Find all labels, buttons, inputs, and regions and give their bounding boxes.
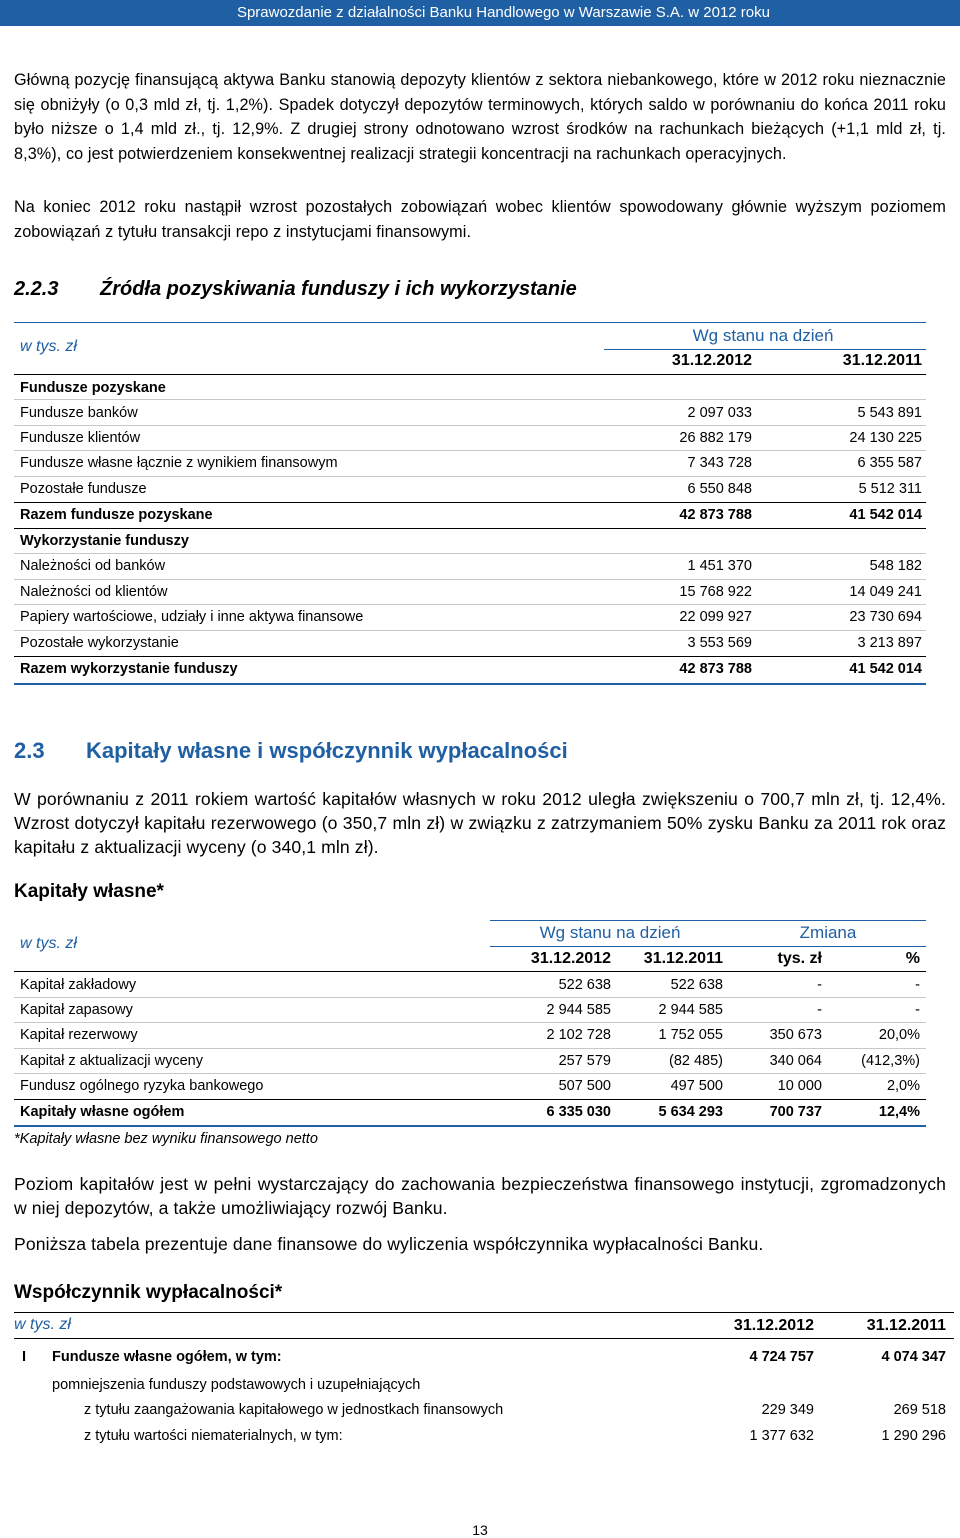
table-bottom-rule (14, 1125, 926, 1127)
table-row-label: Fundusz ogólnego ryzyka bankowego (20, 1078, 264, 1094)
row-rule (14, 997, 926, 998)
table-cell: 5 543 891 (857, 405, 922, 421)
table-cell: 14 049 241 (849, 584, 922, 600)
table-cell: - (817, 977, 822, 993)
table-row-label: Fundusze klientów (20, 430, 141, 446)
table-cell: 1 752 055 (658, 1027, 723, 1043)
row-rule (14, 656, 926, 657)
table-cell: 507 500 (558, 1078, 611, 1094)
table-unit: w tys. zł (20, 338, 77, 355)
table-cell: 1 451 370 (687, 558, 752, 574)
table-cell: 12,4% (878, 1104, 920, 1120)
table-row-label: Pozostałe fundusze (20, 481, 147, 497)
header-bottom-rule (14, 1338, 954, 1339)
table-row-label: z tytułu wartości niematerialnych, w tym: (84, 1428, 343, 1444)
table-footnote: *Kapitały własne bez wyniku finansowego netto (14, 1131, 318, 1147)
total-row-label: Kapitały własne ogółem (20, 1104, 185, 1120)
table-cell: 20,0% (878, 1027, 920, 1043)
table-cell: 41 542 014 (849, 507, 922, 523)
table-cell: 548 182 (869, 558, 922, 574)
table-cell: 269 518 (893, 1402, 946, 1418)
table-row-label: Kapitał zakładowy (20, 977, 137, 993)
table-subheader: pomniejszenia funduszy podstawowych i uzupełniających (52, 1377, 421, 1393)
table-cell: 3 553 569 (687, 635, 752, 651)
table-cell: 5 634 293 (658, 1104, 723, 1120)
table-row-label: Fundusze własne ogółem, w tym: (52, 1349, 282, 1365)
row-number: I (22, 1349, 27, 1365)
row-rule (14, 425, 926, 426)
table-row-label: Kapitał z aktualizacji wyceny (20, 1053, 203, 1069)
table-cell: 229 349 (761, 1402, 814, 1418)
table-cell: 4 074 347 (881, 1349, 946, 1365)
table-cell: 2 944 585 (546, 1002, 611, 1018)
table-cell: 6 355 587 (857, 455, 922, 471)
row-rule (14, 476, 926, 477)
page-number: 13 (472, 1522, 488, 1538)
header-bottom-rule (14, 971, 926, 972)
col-header-change-percent: % (905, 950, 920, 967)
table-cell: - (817, 1002, 822, 1018)
table-bottom-rule (14, 683, 926, 685)
col-header-2012: 31.12.2012 (530, 950, 611, 967)
group-header-rule (490, 946, 926, 947)
col-header-change-amount: tys. zł (777, 950, 822, 967)
table-cell: (412,3%) (861, 1053, 920, 1069)
table-cell: 23 730 694 (849, 609, 922, 625)
table-cell: 42 873 788 (679, 507, 752, 523)
table-cell: 522 638 (670, 977, 723, 993)
table-cell: (82 485) (668, 1053, 723, 1069)
table-cell: 2 102 728 (546, 1027, 611, 1043)
total-row-label: Razem wykorzystanie funduszy (20, 661, 238, 677)
section-number-23: 2.3 (14, 738, 45, 763)
row-rule (14, 553, 926, 554)
table-cell: 2 944 585 (658, 1002, 723, 1018)
paragraph-deposits: Główną pozycję finansującą aktywa Banku stanowią depozyty klientów z sektora niebankowego, które w 2012 roku nieznacznie się obniżyły (o 0,3 mld zł, tj. 1,2%). Spadek dotyczył depozytów terminowych, których saldo w porównaniu do końca 2011 roku było niższe o 1,4 mld zł., tj. 12,9%. Z drugiej strony odnotowano wzrost środków na rachunkach bieżących (+1,1 mld zł, tj. 8,3%), co jest potwierdzeniem konsekwentnej realizacji strategii koncentracji na rachunkach operacyjnych. (14, 71, 946, 163)
row-rule (14, 1022, 926, 1023)
table-row-label: Papiery wartościowe, udziały i inne aktywa finansowe (20, 609, 364, 625)
table-row-label: Kapitał rezerwowy (20, 1027, 138, 1043)
paragraph-capital-level: Poziom kapitałów jest w pełni wystarczający do zachowania bezpieczeństwa finansowego instytucji, zgromadzonych w niej depozytów, a także umożliwiający rozwój Banku. (14, 1174, 946, 1218)
col-header-2011: 31.12.2011 (842, 352, 922, 369)
table-cell: 15 768 922 (679, 584, 752, 600)
total-row-label: Razem fundusze pozyskane (20, 507, 213, 523)
header-title: Sprawozdanie z działalności Banku Handlowego w Warszawie S.A. w 2012 roku (236, 4, 770, 21)
col-header-2012: 31.12.2012 (671, 352, 752, 369)
table-cell: 1 290 296 (881, 1428, 946, 1444)
table-group-header: Wg stanu na dzień (692, 326, 834, 345)
paragraph-equity: W porównaniu z 2011 rokiem wartość kapitałów własnych w roku 2012 uległa zwiększeniu o 700,7 mln zł, tj. 12,4%. Wzrost dotyczył kapitału rezerwowego (o 350,7 mln zł) w związku z zatrzymaniem 50% zysku Banku za 2011 rok oraz kapitału z aktualizacji wyceny (o 340,1 mln zł). (14, 789, 946, 857)
section-number-223: 2.2.3 (14, 278, 59, 300)
table-cell: 340 064 (769, 1053, 822, 1069)
table-cell: 257 579 (558, 1053, 611, 1069)
table-cell: 3 213 897 (857, 635, 922, 651)
table-cell: 24 130 225 (849, 430, 922, 446)
table-top-rule (14, 1312, 954, 1313)
table-cell: 350 673 (769, 1027, 822, 1043)
table-cell: 6 335 030 (546, 1104, 611, 1120)
row-rule (14, 399, 926, 400)
row-rule (14, 604, 926, 605)
table-row-label: z tytułu zaangażowania kapitałowego w jednostkach finansowych (84, 1402, 504, 1418)
row-rule (14, 528, 926, 529)
table-cell: 1 377 632 (749, 1428, 814, 1444)
table-cell: 10 000 (777, 1078, 822, 1094)
table-cell: 22 099 927 (679, 609, 752, 625)
row-rule (14, 502, 926, 503)
equity-table-title: Kapitały własne* (14, 881, 164, 902)
table-row-label: Fundusze banków (20, 405, 138, 421)
paragraph-liabilities: Na koniec 2012 roku nastąpił wzrost pozostałych zobowiązań wobec klientów spowodowany głównie wyższym poziomem zobowiązań z tytułu transakcji repo z instytucjami finansowymi. (14, 198, 946, 241)
col-header-2011: 31.12.2011 (643, 950, 723, 967)
group-header-rule (604, 349, 926, 350)
row-rule (14, 630, 926, 631)
table-cell: 4 724 757 (749, 1349, 814, 1365)
paragraph-solvency-intro: Poniższa tabela prezentuje dane finansowe do wyliczenia współczynnika wypłacalności Banku. (14, 1234, 764, 1254)
row-rule (14, 579, 926, 580)
table-unit: w tys. zł (20, 935, 77, 952)
table-cell: 6 550 848 (687, 481, 752, 497)
table-top-rule (490, 920, 926, 921)
col-header-2012: 31.12.2012 (733, 1317, 814, 1334)
header-bottom-rule (14, 374, 926, 375)
table-row-label: Pozostałe wykorzystanie (20, 635, 179, 651)
table-cell: - (915, 1002, 920, 1018)
table-cell: 26 882 179 (679, 430, 752, 446)
table-cell: 522 638 (558, 977, 611, 993)
table-cell: 700 737 (769, 1104, 822, 1120)
table-cell: 41 542 014 (849, 661, 922, 677)
table-row-label: Należności od klientów (20, 584, 168, 600)
table-row-label: Należności od banków (20, 558, 166, 574)
section-title-23: Kapitały własne i współczynnik wypłacalności (86, 738, 568, 763)
table-cell: 7 343 728 (687, 455, 752, 471)
table-cell: 2 097 033 (687, 405, 752, 421)
table-unit: w tys. zł (14, 1316, 71, 1333)
row-rule (14, 1048, 926, 1049)
table-cell: 5 512 311 (858, 481, 922, 497)
row-rule (14, 1073, 926, 1074)
col-header-2011: 31.12.2011 (866, 1317, 946, 1334)
section-funding-use: Wykorzystanie funduszy (20, 533, 189, 549)
table-group-header-change: Zmiana (799, 923, 857, 942)
table-row-label: Fundusze własne łącznie z wynikiem finansowym (20, 455, 338, 471)
table-top-rule (14, 322, 926, 323)
row-rule (14, 1099, 926, 1100)
section-funding-raised: Fundusze pozyskane (20, 380, 166, 396)
table-cell: 497 500 (670, 1078, 723, 1094)
section-title-223: Źródła pozyskiwania funduszy i ich wykorzystanie (100, 278, 577, 300)
table-cell: - (915, 977, 920, 993)
table-row-label: Kapitał zapasowy (20, 1002, 133, 1018)
table-group-header: Wg stanu na dzień (539, 923, 681, 942)
table-cell: 42 873 788 (679, 661, 752, 677)
solvency-table-title: Współczynnik wypłacalności* (14, 1282, 283, 1303)
table-cell: 2,0% (886, 1078, 920, 1094)
row-rule (14, 450, 926, 451)
page-header (0, 0, 960, 26)
